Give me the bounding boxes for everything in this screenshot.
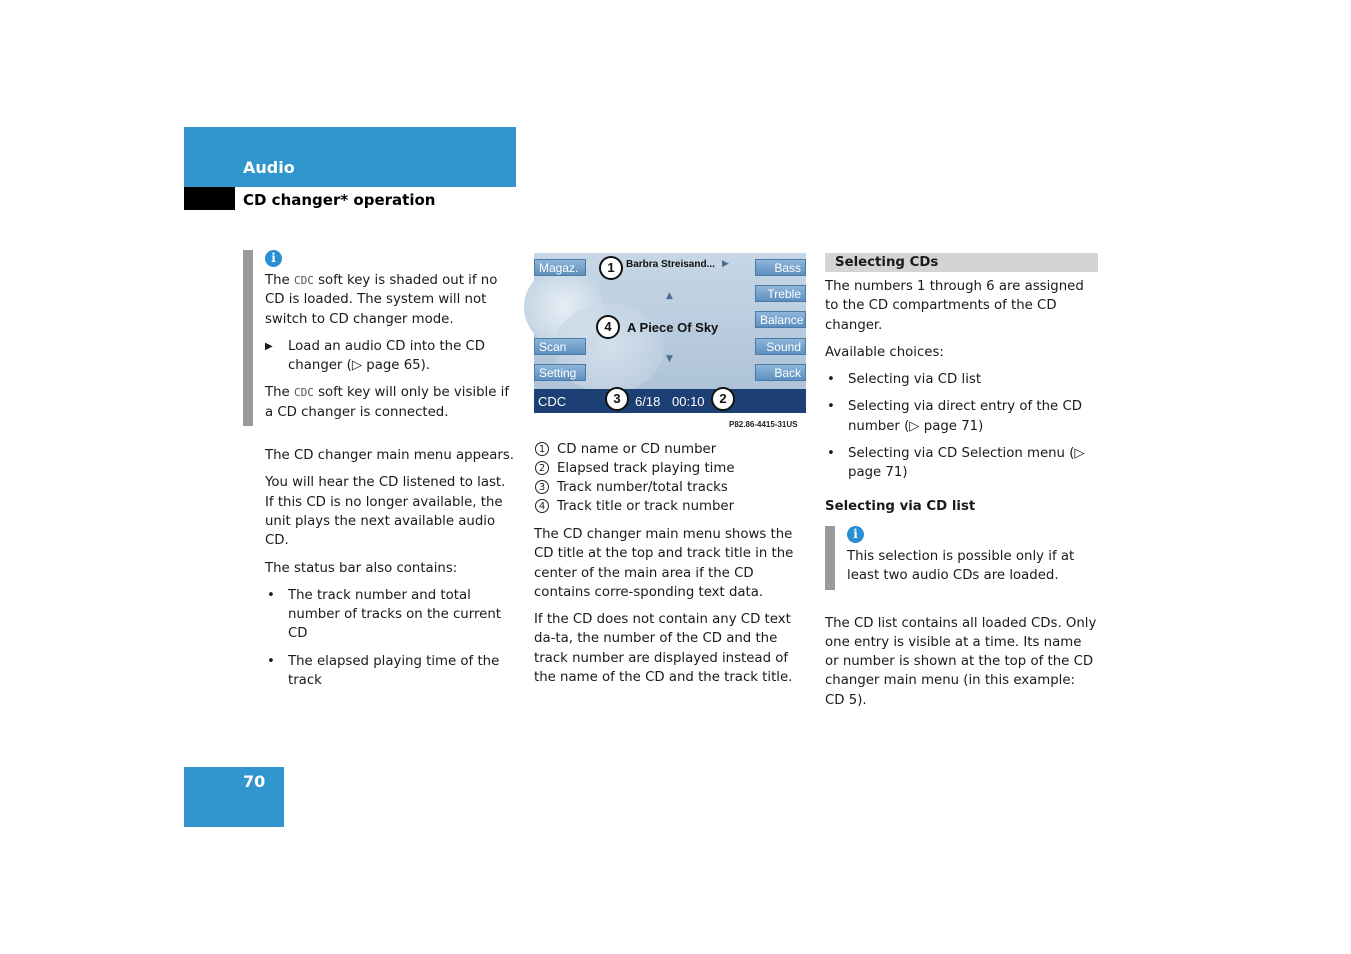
marker-1: 1 — [599, 256, 623, 280]
list-item: • The track number and total number of tracks on the current CD — [267, 587, 501, 642]
softkey-back: Back — [755, 364, 806, 381]
right-column — [825, 253, 1098, 718]
info-note — [825, 526, 1098, 590]
middle-column — [534, 440, 810, 695]
legend-item: 1 CD name or CD number — [534, 440, 810, 459]
paragraph: You will hear the CD listened to last. If this CD is no longer available, the unit plays the next available audio CD. — [265, 475, 506, 549]
softkey-scan: Scan — [534, 338, 586, 355]
down-arrow-icon: ▼ — [666, 354, 673, 364]
status-track: 6/18 — [635, 394, 661, 409]
status-mode: CDC — [538, 394, 567, 409]
page-number-box — [184, 767, 284, 827]
section-heading: Selecting CDs — [825, 253, 1098, 272]
softkey-bass: Bass — [755, 259, 806, 276]
paragraph: The numbers 1 through 6 are assigned to the CD compartments of the CD changer. — [825, 279, 1084, 333]
marker-4: 4 — [596, 315, 620, 339]
note-bar — [825, 526, 835, 590]
softkey-sound: Sound — [755, 338, 806, 355]
paragraph: If the CD does not contain any CD text da-ta, the number of the CD and the track number are displayed instead of the name of the CD and the track title. — [534, 612, 793, 686]
paragraph: The CD changer main menu shows the CD title at the top and track title in the center of the main area if the CD contains corre-sponding text data. — [534, 527, 794, 600]
list-item: • Selecting via direct entry of the CD number (▷ page 71) — [827, 399, 1082, 434]
legend-item: 3 Track number/total tracks — [534, 478, 810, 497]
softkey-treble: Treble — [755, 285, 806, 302]
play-arrow-icon: ▶ — [722, 259, 729, 269]
cdc-key-label: CDC — [293, 386, 314, 400]
arrow-icon: ▶ — [265, 340, 273, 352]
up-arrow-icon: ▲ — [666, 291, 673, 301]
header-band — [184, 127, 516, 187]
left-column — [243, 250, 518, 698]
note-paragraph-2: The CDC soft key will only be visible if a CD changer is connected. — [265, 385, 510, 420]
header-tab-marker — [184, 187, 235, 210]
track-title: A Piece Of Sky — [627, 320, 719, 335]
list-item: • Selecting via CD list — [827, 372, 982, 388]
cd-changer-screen-figure — [534, 253, 806, 429]
legend-item: 2 Elapsed track playing time — [534, 459, 810, 478]
paragraph: The status bar also contains: — [265, 560, 458, 576]
paragraph: The CD changer main menu appears. — [265, 448, 514, 464]
figure-code: P82.86-4415-31US — [729, 420, 798, 429]
cd-name: Barbra Streisand... — [626, 259, 715, 270]
legend-item: 4 Track title or track number — [534, 497, 810, 516]
cdc-key-label: CDC — [293, 274, 314, 287]
info-icon: i — [847, 526, 864, 543]
note-text: This selection is possible only if at least two audio CDs are loaded. — [847, 548, 1075, 584]
page-number: 70 — [243, 772, 266, 791]
note-bar — [243, 250, 253, 426]
note-paragraph-1: The CDC soft key is shaded out if no CD is loaded. The system will not switch to CD changer mode. — [265, 273, 498, 327]
marker-2: 2 — [711, 387, 735, 411]
paragraph: Available choices: — [825, 344, 944, 360]
list-item: • Selecting via CD Selection menu (▷ page 71) — [827, 446, 1085, 481]
softkey-magaz: Magaz. — [534, 259, 586, 276]
info-note — [243, 250, 518, 426]
list-item: • The elapsed playing time of the track — [267, 653, 500, 689]
status-bar — [534, 389, 806, 413]
section-subtitle: CD changer* operation — [243, 191, 436, 209]
status-time: 00:10 — [672, 394, 705, 409]
instruction-step: ▶ Load an audio CD into the CD changer (▷ page 65). — [265, 338, 486, 374]
softkey-balance: Balance — [755, 311, 806, 328]
marker-3: 3 — [605, 387, 629, 411]
section-title: Audio — [243, 158, 295, 177]
paragraph: The CD list contains all loaded CDs. Only one entry is visible at a time. Its name or number is shown at the top of the CD changer main menu (in this example: CD 5). — [825, 615, 1097, 708]
softkey-setting: Setting — [534, 364, 586, 381]
info-icon: i — [265, 250, 282, 267]
subheading: Selecting via CD list — [825, 498, 976, 514]
